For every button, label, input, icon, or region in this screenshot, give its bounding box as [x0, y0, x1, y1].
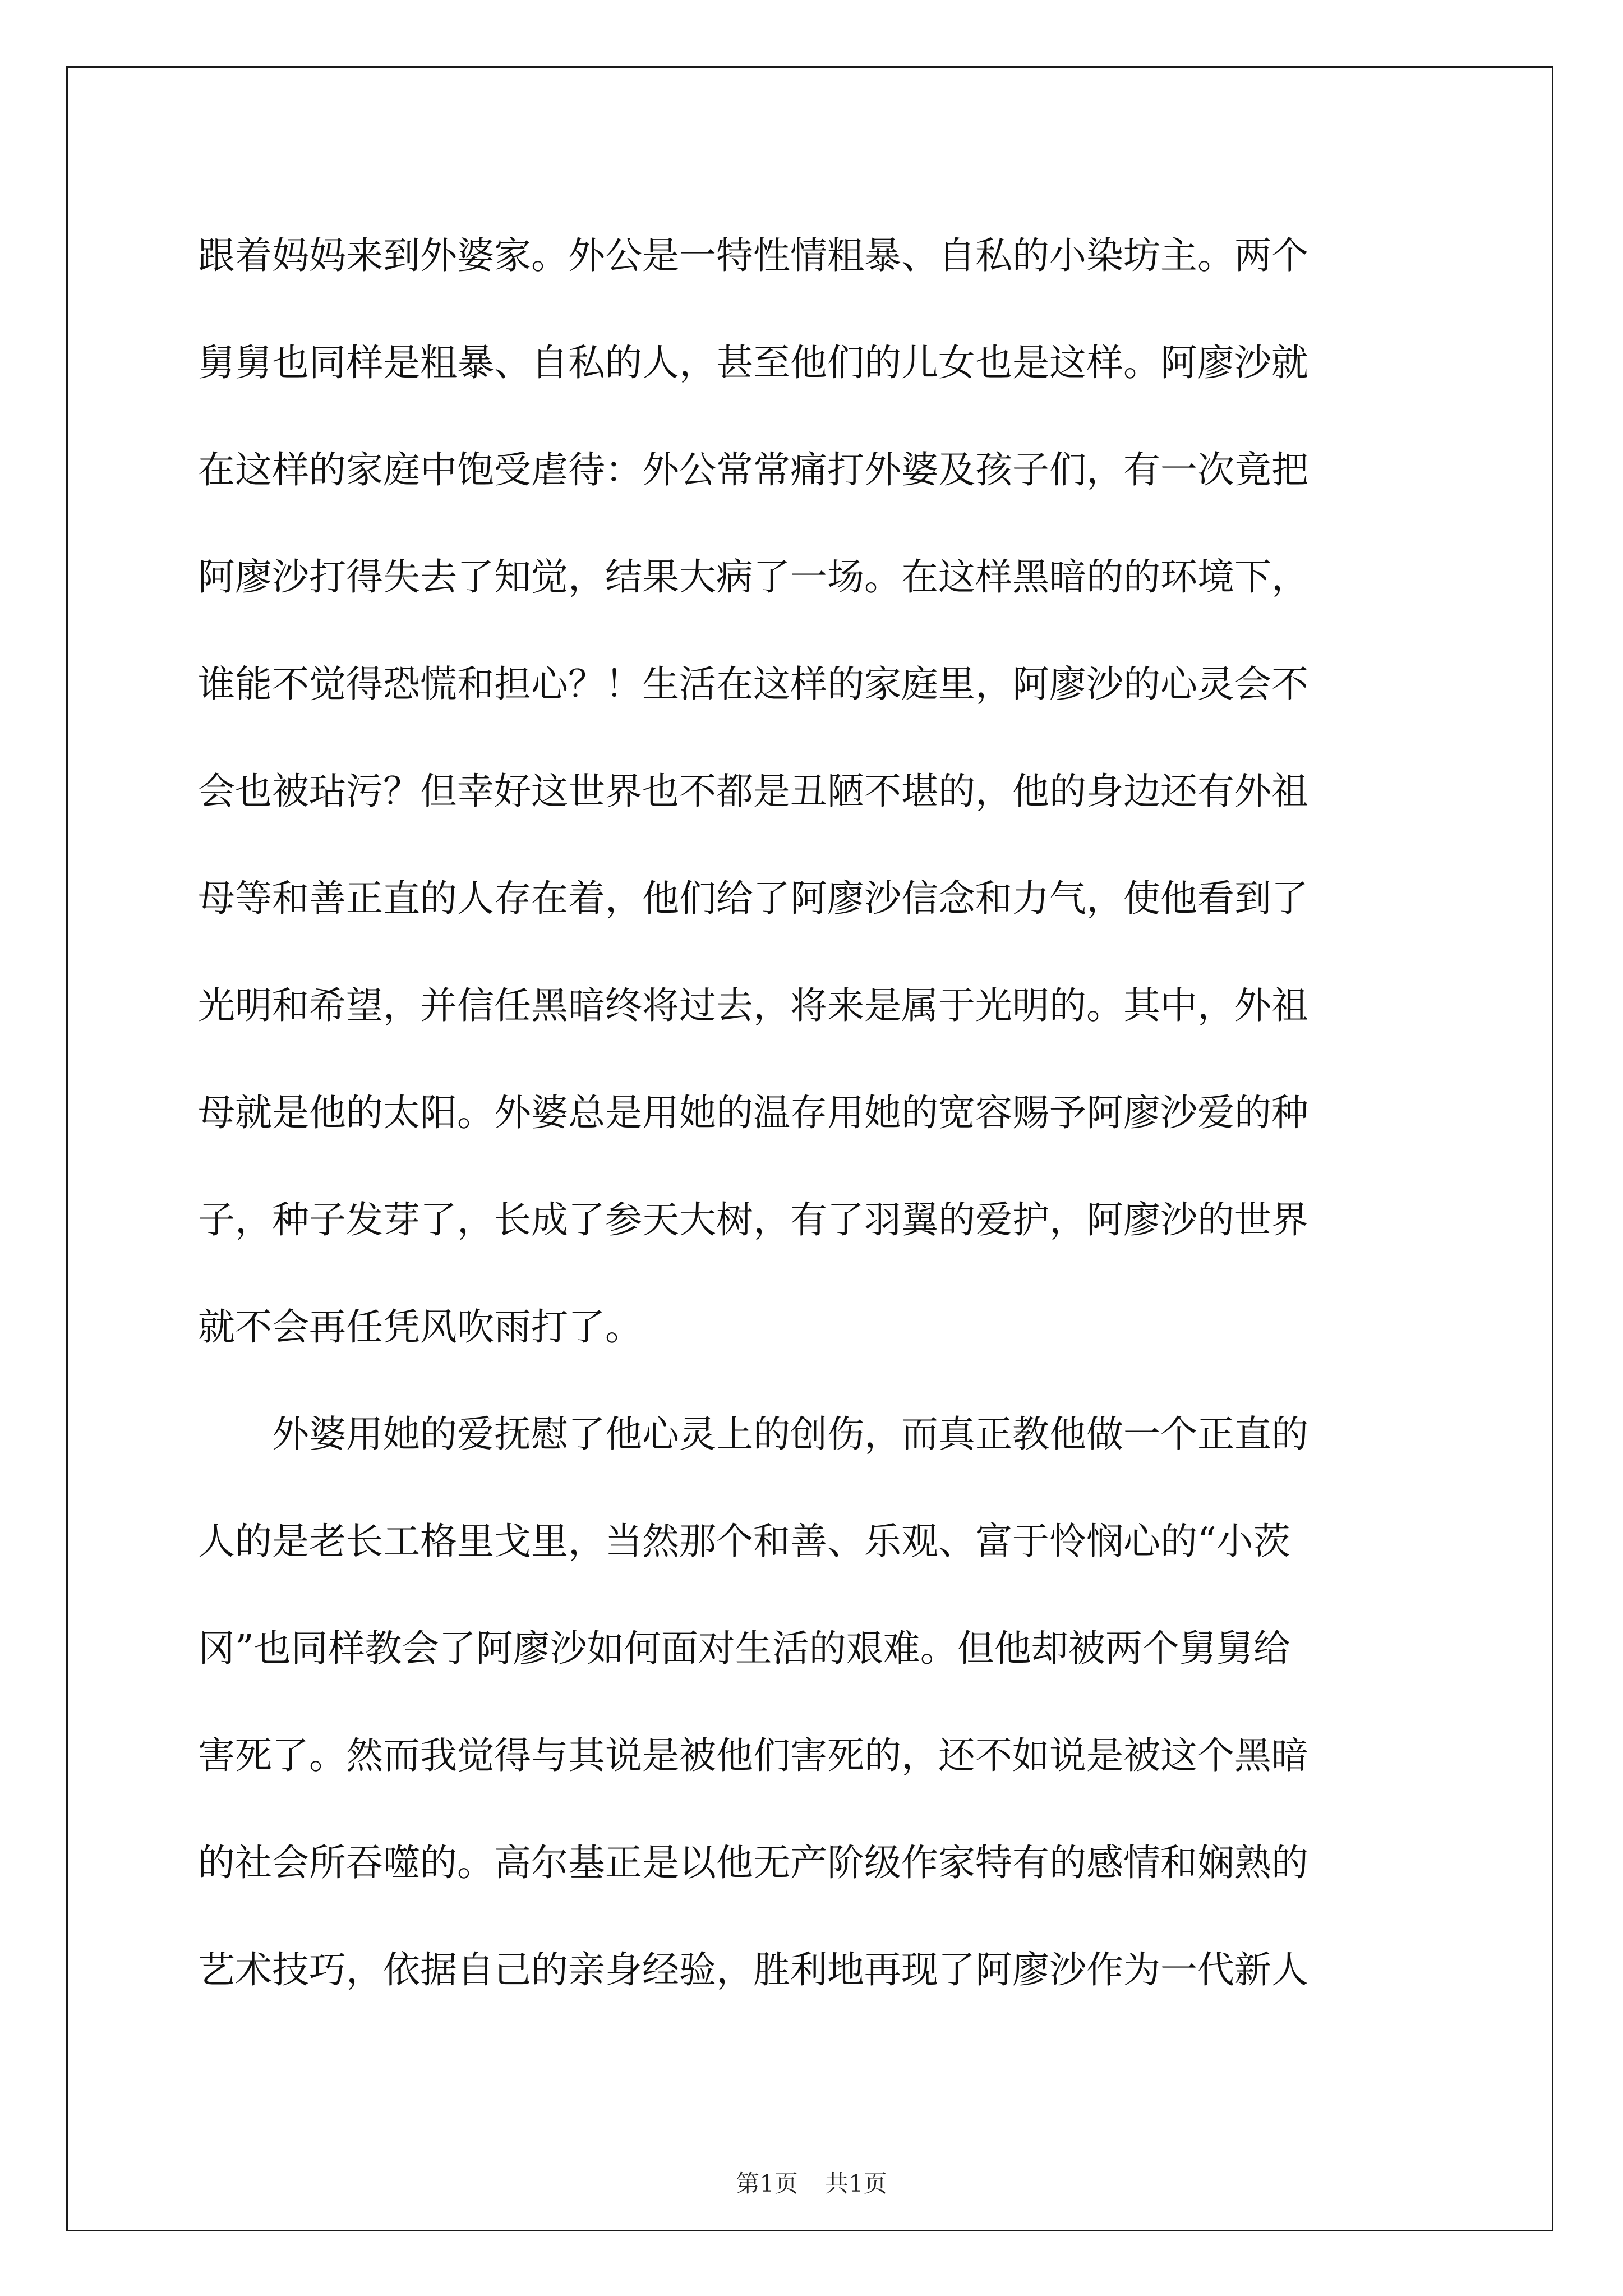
text-line: 人的是老长工格里戈里，当然那个和善、乐观、富于怜悯心的“小茨: [198, 1520, 1290, 1563]
text-line: 母等和善正直的人存在着，他们给了阿廖沙信念和力气，使他看到了: [198, 877, 1308, 920]
text-line: 跟着妈妈来到外婆家。外公是一特性情粗暴、自私的小染坊主。两个: [198, 234, 1308, 277]
text-line: 就不会再任凭风吹雨打了。: [198, 1305, 642, 1349]
text-line: 的社会所吞噬的。高尔基正是以他无产阶级作家特有的感情和娴熟的: [198, 1841, 1308, 1884]
text-line: 会也被玷污？但幸好这世界也不都是丑陋不堪的，他的身边还有外祖: [198, 770, 1308, 813]
text-line: 外婆用她的爱抚慰了他心灵上的创伤，而真正教他做一个正直的: [198, 1412, 1308, 1456]
page-footer: [0, 2165, 1623, 2199]
text-line: 舅舅也同样是粗暴、自私的人，甚至他们的儿女也是这样。阿廖沙就: [198, 341, 1308, 384]
page-number: 第1页: [736, 2170, 798, 2197]
text-line: 母就是他的太阳。外婆总是用她的温存用她的宽容赐予阿廖沙爱的种: [198, 1091, 1308, 1134]
text-line: 谁能不觉得恐慌和担心？！生活在这样的家庭里，阿廖沙的心灵会不: [198, 662, 1308, 706]
text-line: 冈”也同样教会了阿廖沙如何面对生活的艰难。但他却被两个舅舅给: [198, 1627, 1290, 1670]
text-line: 阿廖沙打得失去了知觉，结果大病了一场。在这样黑暗的的环境下，: [198, 555, 1308, 599]
page-total: 共1页: [825, 2170, 887, 2197]
text-line: 子，种子发芽了，长成了参天大树，有了羽翼的爱护，阿廖沙的世界: [198, 1198, 1308, 1241]
document-body: [198, 202, 1437, 2023]
text-line: 害死了。然而我觉得与其说是被他们害死的，还不如说是被这个黑暗: [198, 1734, 1308, 1777]
text-line: 光明和希望，并信任黑暗终将过去，将来是属于光明的。其中，外祖: [198, 984, 1308, 1027]
text-line: 艺术技巧，依据自己的亲身经验，胜利地再现了阿廖沙作为一代新人: [198, 1948, 1308, 1991]
text-line: 在这样的家庭中饱受虐待：外公常常痛打外婆及孩子们，有一次竟把: [198, 448, 1308, 491]
